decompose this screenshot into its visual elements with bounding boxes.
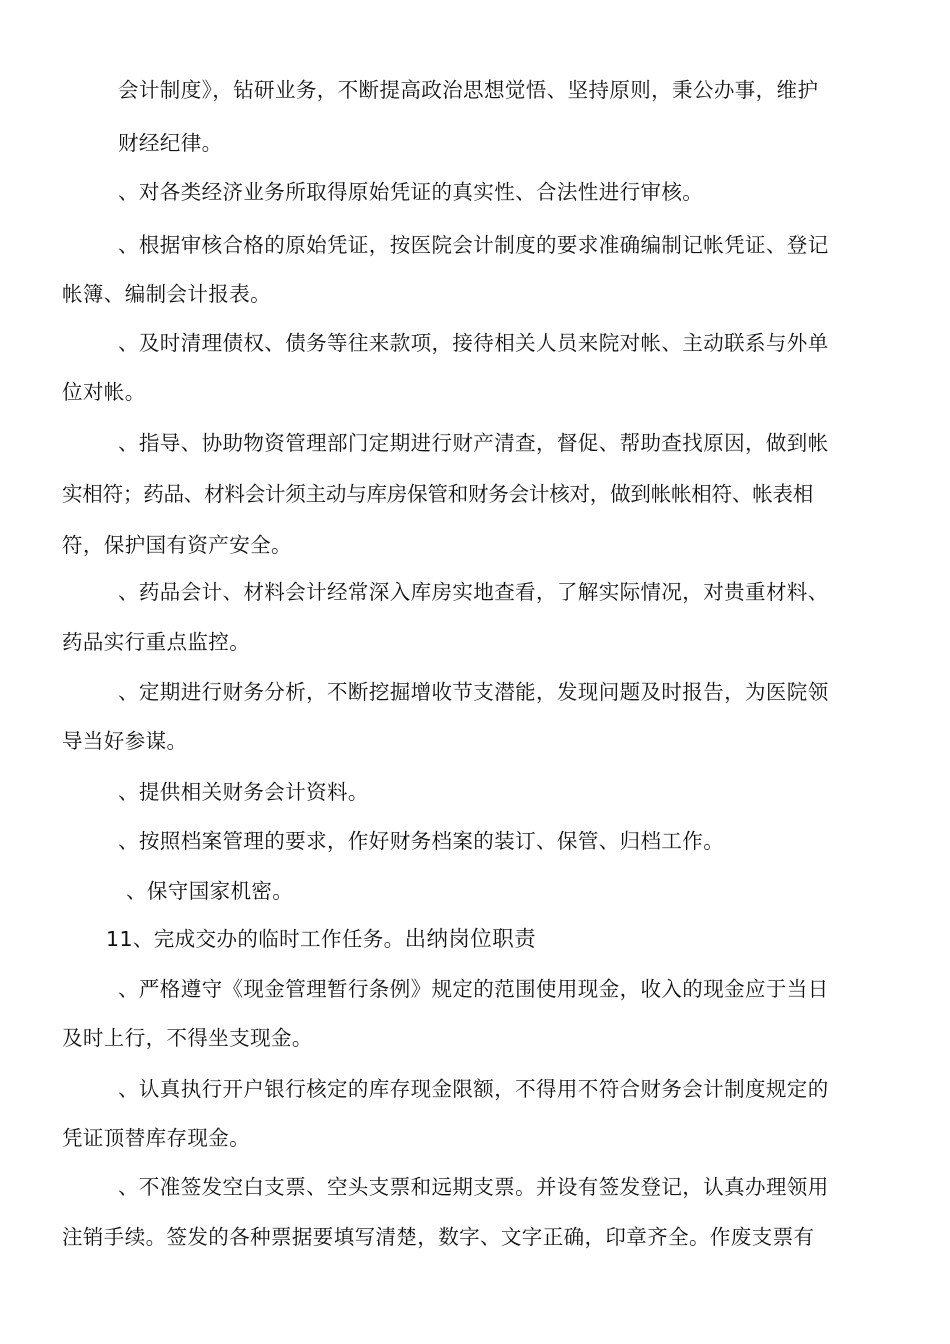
text-line: 位对帐。	[62, 380, 146, 404]
text-line: 符，保护国有资产安全。	[62, 533, 292, 557]
text-line: 会计制度》，钻研业务，不断提高政治思想觉悟、坚持原则，秉公办事，维护	[118, 78, 819, 102]
text-line: 、不准签发空白支票、空头支票和远期支票。并设有签发登记，认真办理领用	[118, 1175, 829, 1199]
section-heading: 出纳岗位职责	[404, 927, 536, 952]
text-line: 、认真执行开户银行核定的库存现金限额，不得用不符合财务会计制度规定的	[118, 1077, 829, 1101]
text-line: 注销手续。签发的各种票据要填写清楚，数字、文字正确，印章齐全。作废支票有	[62, 1225, 815, 1249]
text-line: 、及时清理债权、债务等往来款项，接待相关人员来院对帐、主动联系与外单	[118, 331, 829, 355]
text-line: 凭证顶替库存现金。	[62, 1126, 251, 1150]
text-line: 、指导、协助物资管理部门定期进行财产清查，督促、帮助查找原因，做到帐	[118, 431, 829, 455]
text-line: 实相符；药品、材料会计须主动与库房保管和财务会计核对，做到帐帐相符、帐表相	[62, 482, 814, 506]
text-line: 、保守国家机密。	[126, 879, 294, 903]
text-line: 、对各类经济业务所取得原始凭证的真实性、合法性进行审核。	[118, 180, 704, 204]
text-line: 、按照档案管理的要求，作好财务档案的装订、保管、归档工作。	[118, 829, 725, 853]
text-line: 、根据审核合格的原始凭证，按医院会计制度的要求准确编制记帐凭证、登记	[118, 233, 829, 257]
text-line: 药品实行重点监控。	[62, 630, 251, 654]
text-line: 帐簿、编制会计报表。	[62, 282, 271, 306]
text-line: 及时上行，不得坐支现金。	[62, 1026, 313, 1050]
text-line: 、提供相关财务会计资料。	[118, 780, 369, 804]
text-line: 导当好参谋。	[62, 729, 188, 753]
text-line: 、严格遵守《现金管理暂行条例》规定的范围使用现金，收入的现金应于当日	[118, 977, 829, 1001]
text-line: 11、完成交办的临时工作任务。	[106, 927, 405, 951]
text-line: 财经纪律。	[118, 131, 223, 155]
text-line: 、药品会计、材料会计经常深入库房实地查看，了解实际情况，对贵重材料、	[118, 580, 829, 604]
heading-line	[106, 925, 536, 954]
text-line: 、定期进行财务分析，不断挖掘增收节支潜能，发现问题及时报告，为医院领	[118, 680, 829, 704]
